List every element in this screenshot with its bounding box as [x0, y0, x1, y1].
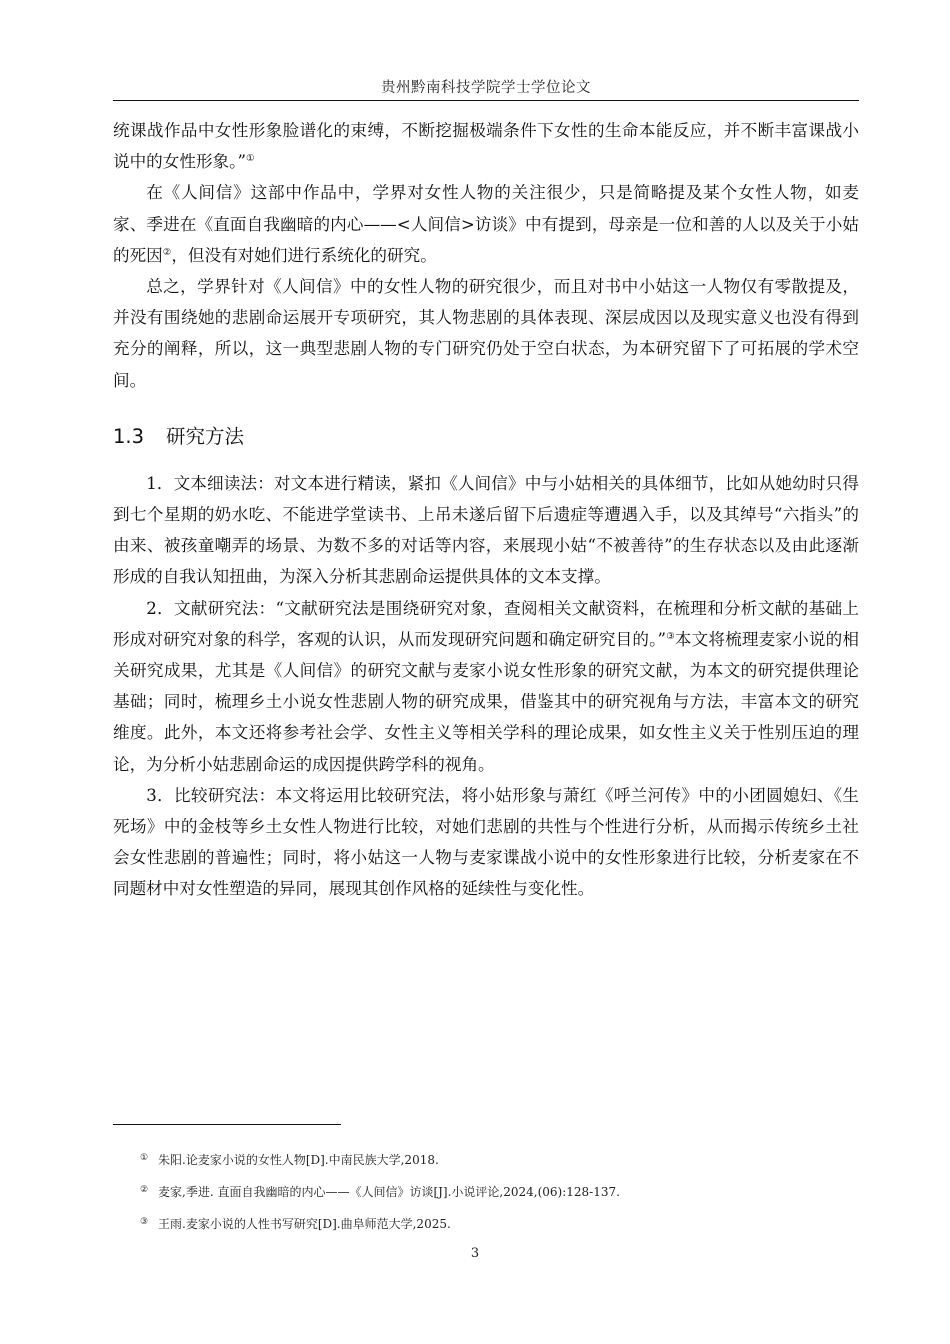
paragraph-continuation — [113, 115, 859, 177]
paragraph-text: 本文将梳理麦家小说的相关研究成果，尤其是《人间信》的研究文献与麦家小说女性形象的研究文献，为本文的研究提供理论基础；同时，梳理乡土小说女性悲剧人物的研究成果，借鉴其中的研究视角与方法，丰富本文的研究维度。此外，本文还将参考社会学、女性主义等相关学科的理论成果，如女性主义关于性别压迫的理论，为分析小姑悲剧命运的成因提供跨学科的视角。 — [113, 629, 859, 774]
paragraph-text: 2．文献研究法：“文献研究法是围绕研究对象，查阅相关文献资料，在梳理和分析文献的基础上形成对研究对象的科学，客观的认识，从而发现研究问题和确定研究目的。” — [113, 598, 859, 649]
footnote-ref: ① — [245, 153, 255, 165]
footnote-mark: ① — [140, 1153, 149, 1163]
footnote-item — [140, 1177, 860, 1209]
paragraph-text: 统课战作品中女性形象脸谱化的束缚，不断挖掘极端条件下女性的生命本能反应，并不断丰富课战小说中的女性形象。” — [113, 121, 859, 172]
header-divider — [113, 100, 859, 101]
footnote-text: 朱阳.论麦家小说的女性人物[D].中南民族大学,2018. — [158, 1153, 439, 1167]
section-heading — [113, 422, 859, 452]
footnote-text: 王雨.麦家小说的人性书写研究[D].曲阜师范大学,2025. — [158, 1217, 451, 1231]
paragraph: 总之，学界针对《人间信》中的女性人物的研究很少，而且对书中小姑这一人物仅有零散提及，并没有围绕她的悲剧命运展开专项研究，其人物悲剧的具体表现、深层成因以及现实意义也没有得到充分的阐释，所以，这一典型悲剧人物的专门研究仍处于空白状态，为本研究留下了可拓展的学术空间。 — [113, 277, 859, 390]
running-header: 贵州黔南科技学院学士学位论文 — [381, 80, 591, 96]
method-paragraph: 3．比较研究法：本文将运用比较研究法，将小姑形象与萧红《呼兰河传》中的小团圆媳妇、《生死场》中的金枝等乡土女性人物进行比较，对她们悲剧的共性与个性进行分析，从而揭示传统乡土社会女性悲剧的普遍性；同时，将小姑这一人物与麦家谍战小说中的女性形象进行比较，分析麦家在不同题材中对女性塑造的异同，展现其创作风格的延续性与变化性。 — [113, 785, 859, 899]
footnote-ref: ② — [162, 246, 172, 258]
section-title: 研究方法 — [166, 424, 245, 448]
footnote-item — [140, 1145, 860, 1177]
section-number: 1.3 — [113, 424, 145, 448]
footnote-ref: ③ — [666, 630, 675, 642]
footnote-mark: ③ — [140, 1217, 149, 1227]
paragraph-text: ，但没有对她们进行系统化的研究。 — [171, 245, 437, 265]
footnote-text: 麦家,季进. 直面自我幽暗的内心——《人间信》访谈[J].小说评论,2024,(06):128-137. — [158, 1185, 620, 1199]
paragraph — [113, 177, 859, 271]
paragraph-text: 在《人间信》这部中作品中，学界对女性人物的关注很少，只是简略提及某个女性人物，如麦家、季进在《直面自我幽暗的内心——<人间信>访谈》中有提到，母亲是一位和善的人以及关于小姑的死因 — [113, 183, 859, 265]
footnote-mark: ② — [140, 1185, 149, 1195]
footnotes — [140, 1145, 860, 1241]
footnote-item — [140, 1209, 860, 1241]
method-paragraph — [113, 593, 859, 780]
method-paragraph: 1．文本细读法：对文本进行精读，紧扣《人间信》中与小姑相关的具体细节，比如从她幼时只得到七个星期的奶水吃、不能进学堂读书、上吊未遂后留下后遗症等遭遇入手，以及其绰号“六指头”的由来、被孩童嘲弄的场景、为数不多的对话等内容，来展现小姑“不被善待”的生存状态以及由此逐渐形成的自我认知扭曲，为深入分析其悲剧命运提供具体的文本支撑。 — [113, 473, 859, 587]
page-number: 3 — [470, 1246, 480, 1261]
main-body — [113, 115, 859, 905]
footnote-divider — [113, 1124, 341, 1125]
